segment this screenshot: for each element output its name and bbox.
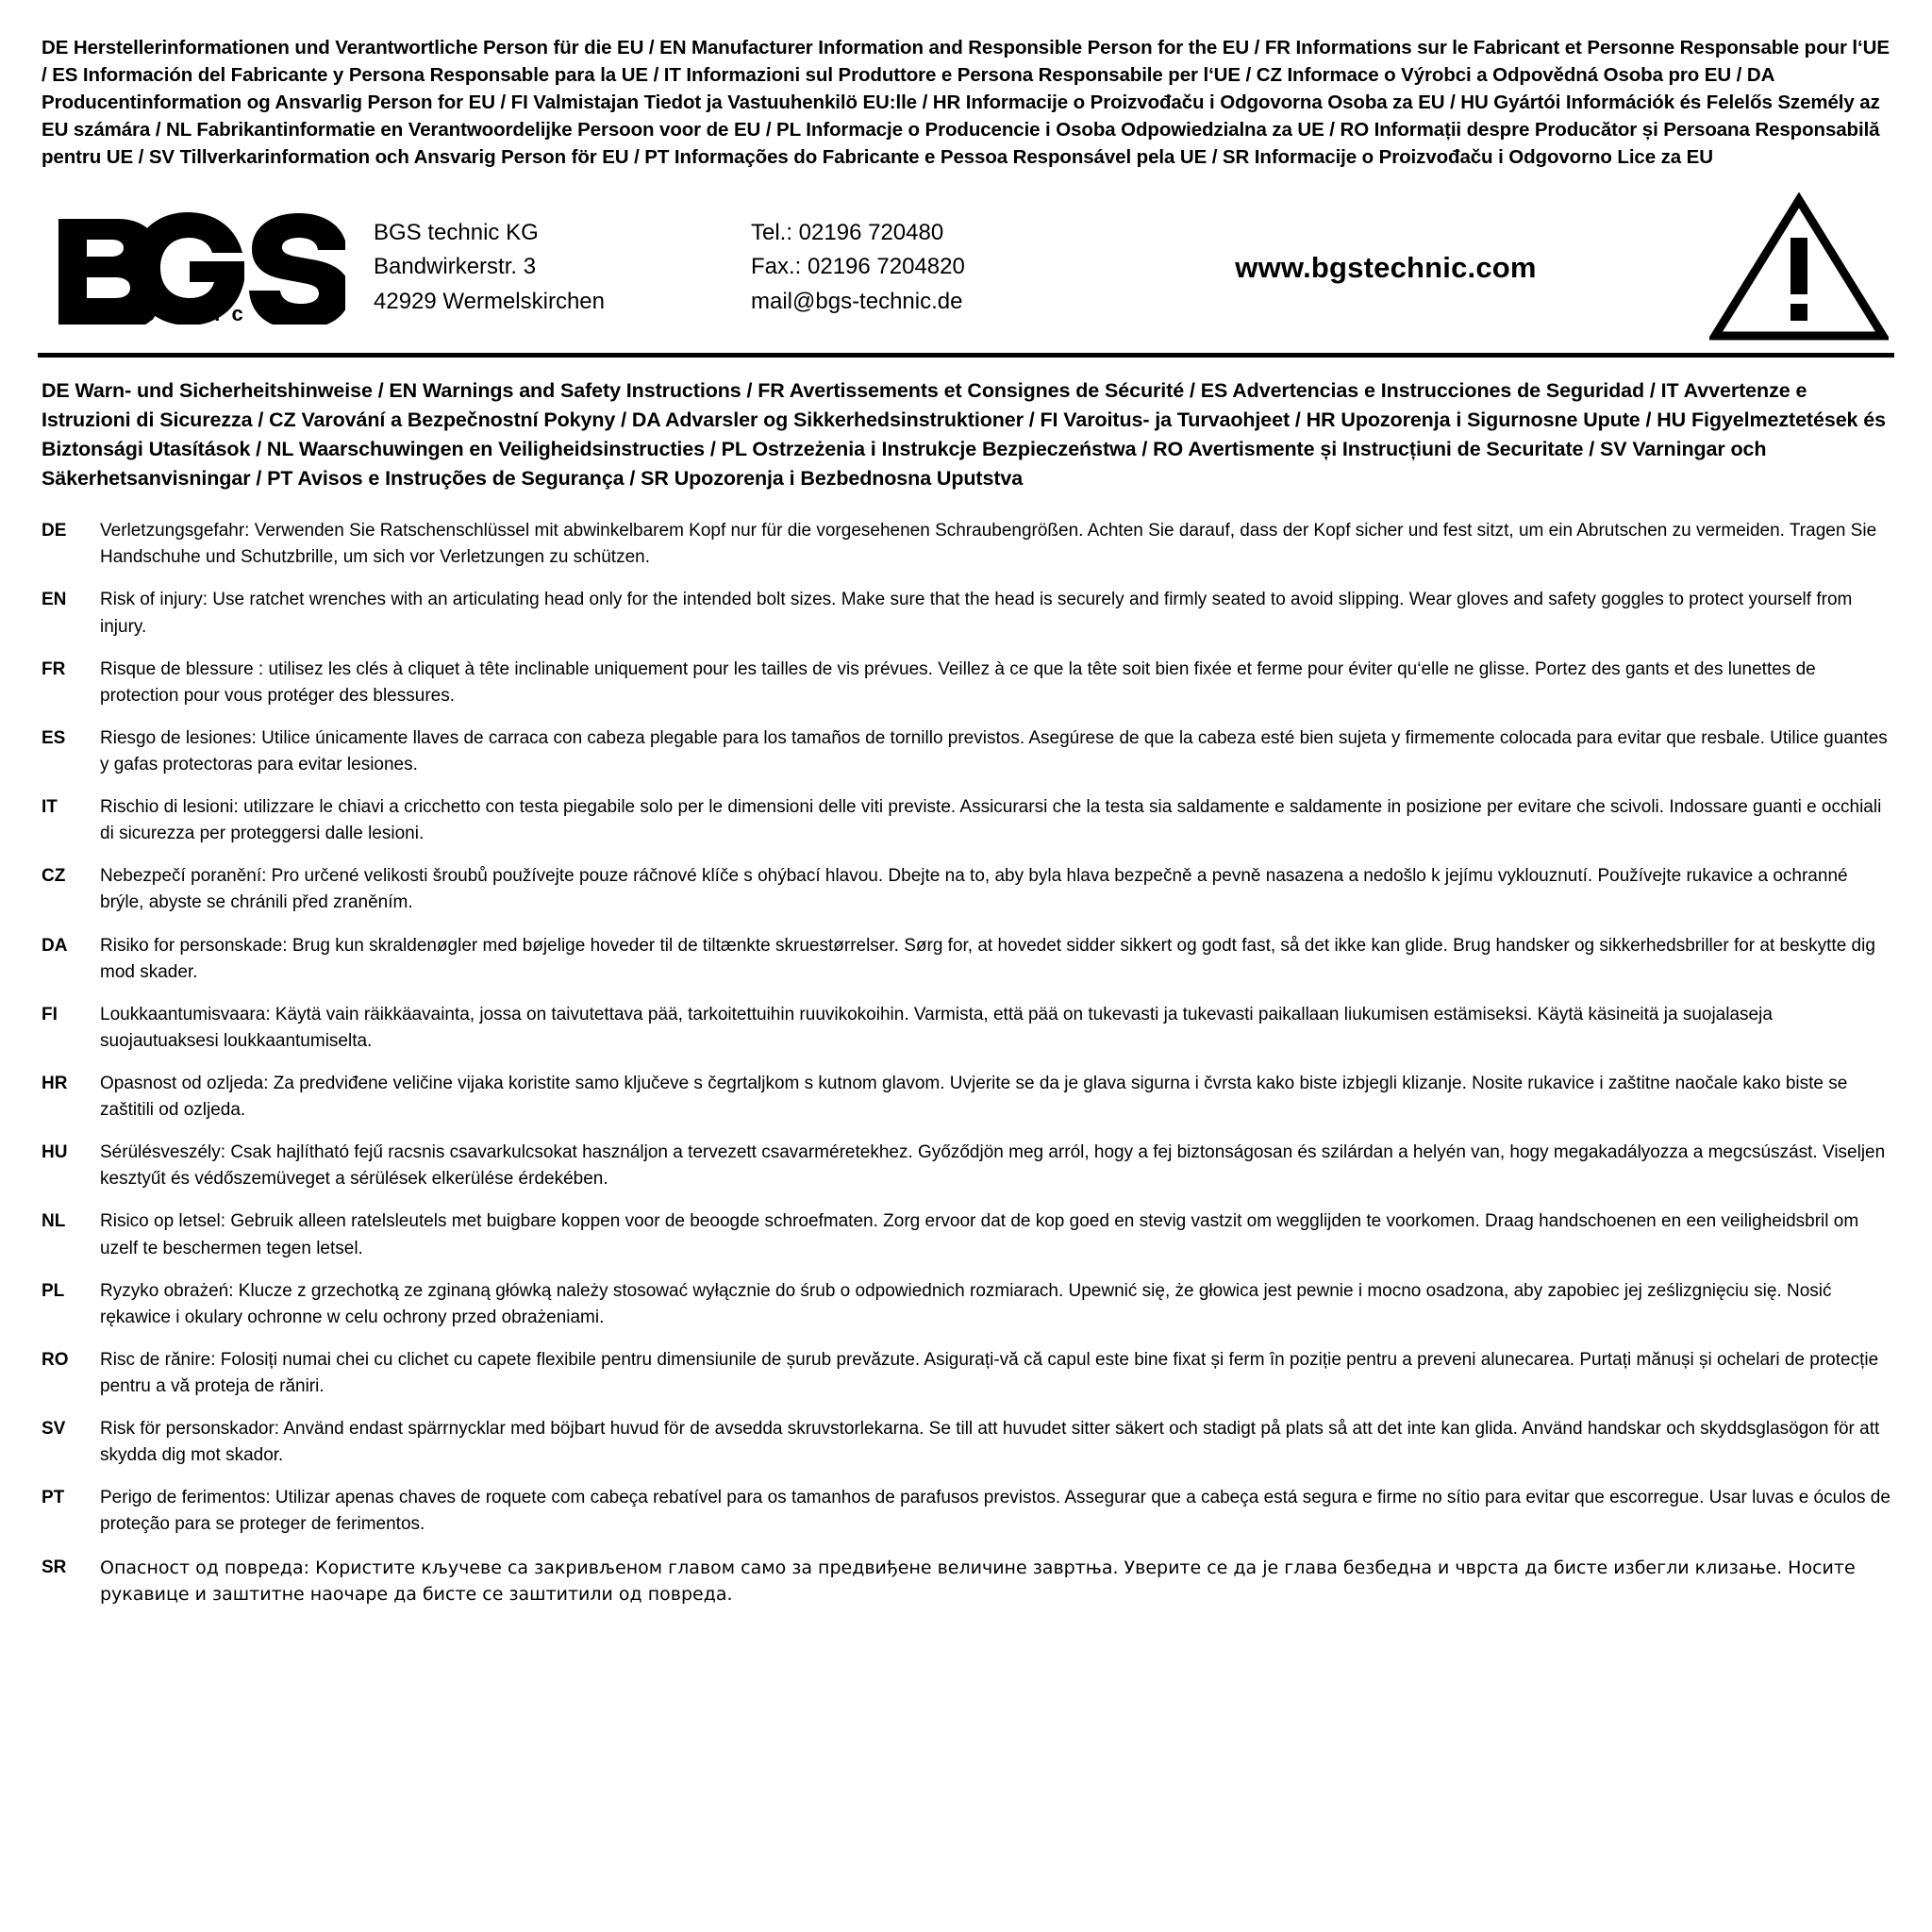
list-item (42, 1485, 1890, 1538)
company-contact (751, 216, 1109, 319)
list-item (42, 518, 1890, 571)
language-code: SR (42, 1557, 67, 1577)
list-item (42, 1140, 1890, 1192)
company-address (364, 216, 751, 319)
list-item (42, 1347, 1890, 1400)
company-header (38, 189, 1894, 358)
language-code: EN (42, 590, 67, 610)
warning-text: Loukkaantumisvaara: Käytä vain räikkäavainta, jossa on taivutettava pää, tarkoitettuihin ruuvikokoihin. Varmista, että pää on tukevasti ja tukevasti paikallaan liukumisen estämiseksi. Käytä käsineitä ja suojalaseja suojautuaksesi loukkaantumiselta. (100, 1004, 1773, 1051)
language-code: CZ (42, 866, 66, 887)
list-item (42, 587, 1890, 640)
warning-text: Nebezpečí poranění: Pro určené velikosti šroubů používejte pouze ráčnové klíče s ohýbací hlavou. Dbejte na to, aby byla hlava bezpečně a pevně nasazena a nedošlo k jejímu vyklouznutí. Používejte rukavice a ochranné brýle, abyste se chránili před zraněním. (100, 866, 1848, 913)
list-item (42, 1278, 1890, 1331)
language-code: PL (42, 1280, 65, 1301)
svg-text:®: ® (291, 214, 309, 243)
language-code: SV (42, 1419, 66, 1440)
warning-triangle-icon (1700, 192, 1889, 343)
list-item (42, 1208, 1890, 1261)
language-code: HR (42, 1073, 68, 1093)
warning-text: Risiko for personskade: Brug kun skraldenøgler med bøjelige hoveder til de tiltænkte skruestørrelser. Sørg for, at hovedet sidder sikkert og godt fast, så det ikke kan glide. Brug handsker og sikkerhedsbriller for at beskytte dig mod skader. (100, 935, 1875, 982)
warning-text: Opasnost od ozljeda: Za predviđene veličine vijaka koristite samo ključeve s čegrtaljkom s kutnom glavom. Uvjerite se da je glava sigurna i čvrsta kako biste izbjegli klizanje. Nosite rukavice i zaštitne naočale kako biste se zaštitili od ozljeda. (100, 1073, 1848, 1121)
company-street: Bandwirkerstr. 3 (374, 254, 537, 280)
list-item (42, 657, 1890, 709)
warning-text: Risico op letsel: Gebruik alleen ratelsleutels met buigbare koppen voor de beoogde schroefmaten. Zorg ervoor dat de kop goed en stevig vastzit om wegglijden te voorkomen. Draag handschoenen en een veiligheidsbril om uzelf te beschermen tegen letsel. (100, 1211, 1859, 1258)
list-item (42, 1002, 1890, 1055)
list-item (42, 933, 1890, 986)
language-code: IT (42, 797, 58, 818)
warning-text: Ryzyko obrażeń: Klucze z grzechotką ze zginaną główką należy stosować wyłącznie do śrub o odpowiednich rozmiarach. Upewnić się, że głowica jest pewnie i mocno osadzona, aby zapobiec jej ześlizgnięciu się. Nosić rękawice i okulary ochronne w celu ochrony przed obrażeniami. (100, 1280, 1832, 1327)
list-item (42, 725, 1890, 778)
company-phone: Tel.: 02196 720480 (751, 219, 944, 245)
svg-text:t e c h n i c: t e c h n i c (102, 301, 246, 325)
language-code: FR (42, 658, 66, 679)
warning-text: Опасност од повреда: Користите кључеве са закривљеном главом само за предвиђене величине завртња. Уверите се да је глава безбедна и чврста да бисте избегли клизање. Носите рукавице и заштитне наочаре да бисте се заштитили од повреда. (100, 1557, 1856, 1605)
company-email[interactable]: mail@bgs-technic.de (751, 288, 963, 314)
list-item (42, 1071, 1890, 1124)
list-item (42, 1416, 1890, 1469)
company-name: BGS technic KG (374, 219, 539, 245)
language-code: RO (42, 1349, 69, 1370)
warning-text: Risk of injury: Use ratchet wrenches with an articulating head only for the intended bolt sizes. Make sure that the head is securely and firmly seated to avoid slipping. Wear gloves and safety goggles to protect yourself from injury. (100, 590, 1853, 637)
language-code: HU (42, 1142, 68, 1163)
language-code: PT (42, 1488, 65, 1508)
warning-text: Perigo de ferimentos: Utilizar apenas chaves de roquete com cabeça rebatível para os tamanhos de parafusos previstos. Assegurar que a cabeça está segura e firme no sítio para evitar que escorregue. Usar luvas e óculos de proteção para se proteger de ferimentos. (100, 1488, 1890, 1535)
language-code: NL (42, 1211, 66, 1232)
language-code: DE (42, 521, 67, 541)
warnings-list (38, 518, 1894, 1607)
company-fax: Fax.: 02196 7204820 (751, 254, 965, 280)
warning-text: Verletzungsgefahr: Verwenden Sie Ratschenschlüssel mit abwinkelbarem Kopf nur für die vorgesehenen Schraubengrößen. Achten Sie darauf, dass der Kopf sicher und fest sitzt, um ein Abrutschen zu vermeiden. Tragen Sie Handschuhe und Schutzbrille, um sich vor Verletzungen zu schützen. (100, 521, 1877, 568)
warning-text: Risk för personskador: Använd endast spärrnycklar med böjbart huvud för de avsedda skruvstorlekarna. Se till att huvudet sitter säkert och stadigt på plats så att det inte kan glida. Använd handskar och skyddsglasögon för att skydda dig mot skador. (100, 1419, 1880, 1466)
language-code: FI (42, 1004, 58, 1024)
language-code: DA (42, 935, 68, 956)
list-item (42, 1555, 1890, 1607)
warning-text: Risc de rănire: Folosiți numai chei cu clichet cu capete flexibile pentru dimensiunile de șurub prevăzute. Asigurați-vă că capul este bine fixat și ferm în poziție pentru a preveni alunecarea. Purtați mănuși și ochelari de protecție pentru a vă proteja de răniri. (100, 1349, 1879, 1396)
warning-text: Sérülésveszély: Csak hajlítható fejű racsnis csavarkulcsokat használjon a tervezett csavarméretekhez. Győződjön meg arról, hogy a fej biztonságosan és szilárdan a helyén van, hogy megakadályozza a megcsúszást. Viseljen kesztyűt és védőszemüveget a sérülések elkerülése érdekében. (100, 1142, 1886, 1190)
company-website[interactable]: www.bgstechnic.com (1235, 250, 1537, 284)
bgs-logo (43, 211, 364, 325)
list-item (42, 794, 1890, 847)
safety-instructions-heading: DE Warn- und Sicherheitshinweise / EN Warnings and Safety Instructions / FR Avertissements et Consignes de Sécurité / ES Advertencias e Instrucciones de Seguridad / IT Avvertenze e Istruzioni di Sicurezza / CZ Varování a Bezpečnostní Pokyny / DA Advarsler og Sikkerhedsinstruktioner / FI Varoitus- ja Turvaohjeet / HR Upozorenja i Sigurnosne Upute / HU Figyelmeztetések és Biztonsági Utasítások / NL Waarschuwingen en Veiligheidsinstructies / PL Ostrzeżenia i Instrukcje Bezpieczeństwa / RO Avertismente și Instrucțiuni de Securitate / SV Varningar och Säkerhetsanvisningar / PT Avisos e Instruções de Segurança / SR Upozorenja i Bezbednosna Uputstva (42, 378, 1887, 491)
warning-text: Risque de blessure : utilisez les clés à cliquet à tête inclinable uniquement pour les tailles de vis prévues. Veillez à ce que la tête soit bien fixée et ferme pour éviter qu‘elle ne glisse. Portez des gants et des lunettes de protection pour vous protéger des blessures. (100, 658, 1816, 706)
warning-text: Riesgo de lesiones: Utilice únicamente llaves de carraca con cabeza plegable para los tamaños de tornillo previstos. Asegúrese de que la cabeza esté bien sujeta y firmemente colocada para evitar que resbale. Utilice guantes y gafas protectoras para evitar lesiones. (100, 727, 1888, 774)
list-item (42, 863, 1890, 916)
manufacturer-info-heading: DE Herstellerinformationen und Verantwortliche Person für die EU / EN Manufacturer Information and Responsible Person for the EU / FR Informations sur le Fabricant et Personne Responsable pour l‘UE / ES Información del Fabricante y Persona Responsable para la UE / IT Informazioni sul Produttore e Persona Responsabile per l‘UE / CZ Informace o Výrobci a Odpovědná Osoba pro EU / DA Producentinformation og Ansvarlig Person for EU / FI Valmistajan Tiedot ja Vastuuhenkilö EU:lle / HR Informacije o Proizvođaču i Odgovorna Osoba za EU / HU Gyártói Információk és Felelős Személy az EU számára / NL Fabrikantinformatie en Verantwoordelijke Persoon voor de EU / PL Informacje o Producencie i Osoba Odpowiedzialna za UE / RO Informații despre Producător și Persoana Responsabilă pentru UE / SV Tillverkarinformation och Ansvarig Person för EU / PT Informações do Fabricante e Pessoa Responsável pela UE / SR Informacije o Proizvođaču i Odgovorno Lice za EU (42, 37, 1890, 169)
warning-text: Rischio di lesioni: utilizzare le chiavi a cricchetto con testa piegabile solo per le dimensioni delle viti previste. Assicurarsi che la testa sia saldamente e saldamente in posizione per evitare che scivoli. Indossare guanti e occhiali di sicurezza per proteggersi dalle lesioni. (100, 797, 1882, 844)
company-city: 42929 Wermelskirchen (374, 288, 606, 314)
language-code: ES (42, 727, 66, 748)
